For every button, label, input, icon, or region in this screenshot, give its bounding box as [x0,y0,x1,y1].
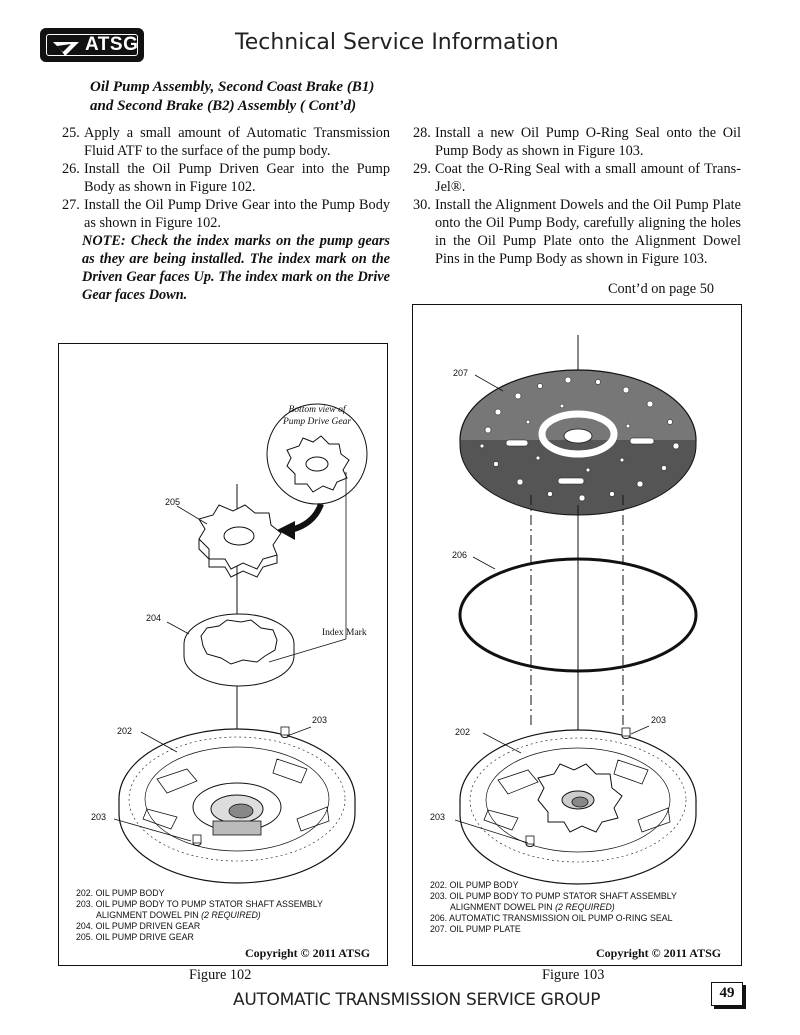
logo-text: ATSG [85,34,139,55]
figure-103-illustration [413,305,743,967]
legend-item: 203. OIL PUMP BODY TO PUMP STATOR SHAFT ASSEMBLY [76,899,323,909]
inset-label [277,404,357,428]
pump-body-drawing [460,728,696,884]
step-number: 26. [62,161,80,177]
figure-102-copyright: Copyright © 2011 ATSG [245,946,371,960]
step-text: Coat the O-Ring Seal with a small amount of Trans-Jel®. [435,161,741,195]
callout-205: 205 [165,497,181,507]
legend-item [430,902,677,913]
pump-body-drawing [119,727,355,883]
legend-item-text: ALIGNMENT DOWEL PIN [96,910,202,920]
section-subtitle [90,78,374,116]
footer-text: AUTOMATIC TRANSMISSION SERVICE GROUP [233,990,601,1010]
instructions-left-column [62,124,390,304]
step-26 [62,160,390,196]
figure-103-box [412,304,742,966]
callout-202: 202 [455,727,471,737]
subtitle-line-1: Oil Pump Assembly, Second Coast Brake (B1) [90,79,375,95]
callout-202: 202 [117,726,133,736]
subtitle-line-2: and Second Brake (B2) Assembly ( Cont’d) [90,98,357,114]
legend-item [76,910,323,921]
step-number: 27. [62,197,80,213]
callout-204: 204 [146,613,162,623]
figure-103-caption: Figure 103 [542,967,605,983]
legend-item: 202. OIL PUMP BODY [76,888,165,898]
inset-label-line-1: Bottom view of [288,405,346,415]
step-29 [413,160,741,196]
figure-103-legend [430,880,677,935]
step-text: Install the Oil Pump Drive Gear into the Pump Body as shown in Figure 102. [84,197,390,231]
legend-item: 207. OIL PUMP PLATE [430,924,521,934]
figure-102-illustration [59,344,389,967]
step-number: 28. [413,125,431,141]
legend-item-note: (2 REQUIRED) [201,910,261,920]
callout-203-bottom: 203 [430,812,446,822]
step-28 [413,124,741,160]
step-text: Install the Oil Pump Driven Gear into the Pump Body as shown in Figure 102. [84,161,390,195]
page-number: 49 [711,982,743,1006]
callout-207: 207 [453,368,469,378]
inset-label-line-2: Pump Drive Gear [282,417,352,427]
legend-item: 203. OIL PUMP BODY TO PUMP STATOR SHAFT ASSEMBLY [430,891,677,901]
page-title: Technical Service Information [235,30,559,55]
step-text: Apply a small amount of Automatic Transmission Fluid ATF to the surface of the pump body. [84,125,390,159]
step-30 [413,196,741,268]
step-25 [62,124,390,160]
legend-item: 204. OIL PUMP DRIVEN GEAR [76,921,201,931]
pump-plate-drawing [460,370,696,515]
figure-102-caption: Figure 102 [189,967,252,983]
instructions-right-column [413,124,741,268]
figure-102-legend [76,888,323,943]
legend-item-note: (2 REQUIRED) [555,902,615,912]
legend-item: 206. AUTOMATIC TRANSMISSION OIL PUMP O-RING SEAL [430,913,673,923]
atsg-logo [40,28,144,62]
callout-203-top: 203 [312,715,328,725]
note-text: NOTE: Check the index marks on the pump gears as they are being installed. The index mark on the Driven Gear faces Up. The index mark on the Drive Gear faces Down. [82,233,390,303]
continued-note: Cont’d on page 50 [608,281,715,297]
logo-wing-icon [51,38,85,60]
legend-item: 202. OIL PUMP BODY [430,880,519,890]
callout-206: 206 [452,550,468,560]
step-text: Install the Alignment Dowels and the Oil Pump Plate onto the Oil Pump Body, carefully aligning the holes in the Oil Pump Plate onto the Alignment Dowel Pins in the Pump Body as shown in Figure 103. [435,197,741,267]
step-27 [62,196,390,232]
step-number: 25. [62,125,80,141]
callout-203-top: 203 [651,715,667,725]
step-number: 30. [413,197,431,213]
figure-102-box [58,343,388,966]
index-mark-label: Index Mark [322,628,367,638]
step-text: Install a new Oil Pump O-Ring Seal onto the Oil Pump Body as shown in Figure 103. [435,125,741,159]
legend-item: 205. OIL PUMP DRIVE GEAR [76,932,194,942]
step-number: 29. [413,161,431,177]
figure-103-copyright: Copyright © 2011 ATSG [596,946,722,960]
legend-item-text: ALIGNMENT DOWEL PIN [450,902,556,912]
callout-203-bottom: 203 [91,812,107,822]
